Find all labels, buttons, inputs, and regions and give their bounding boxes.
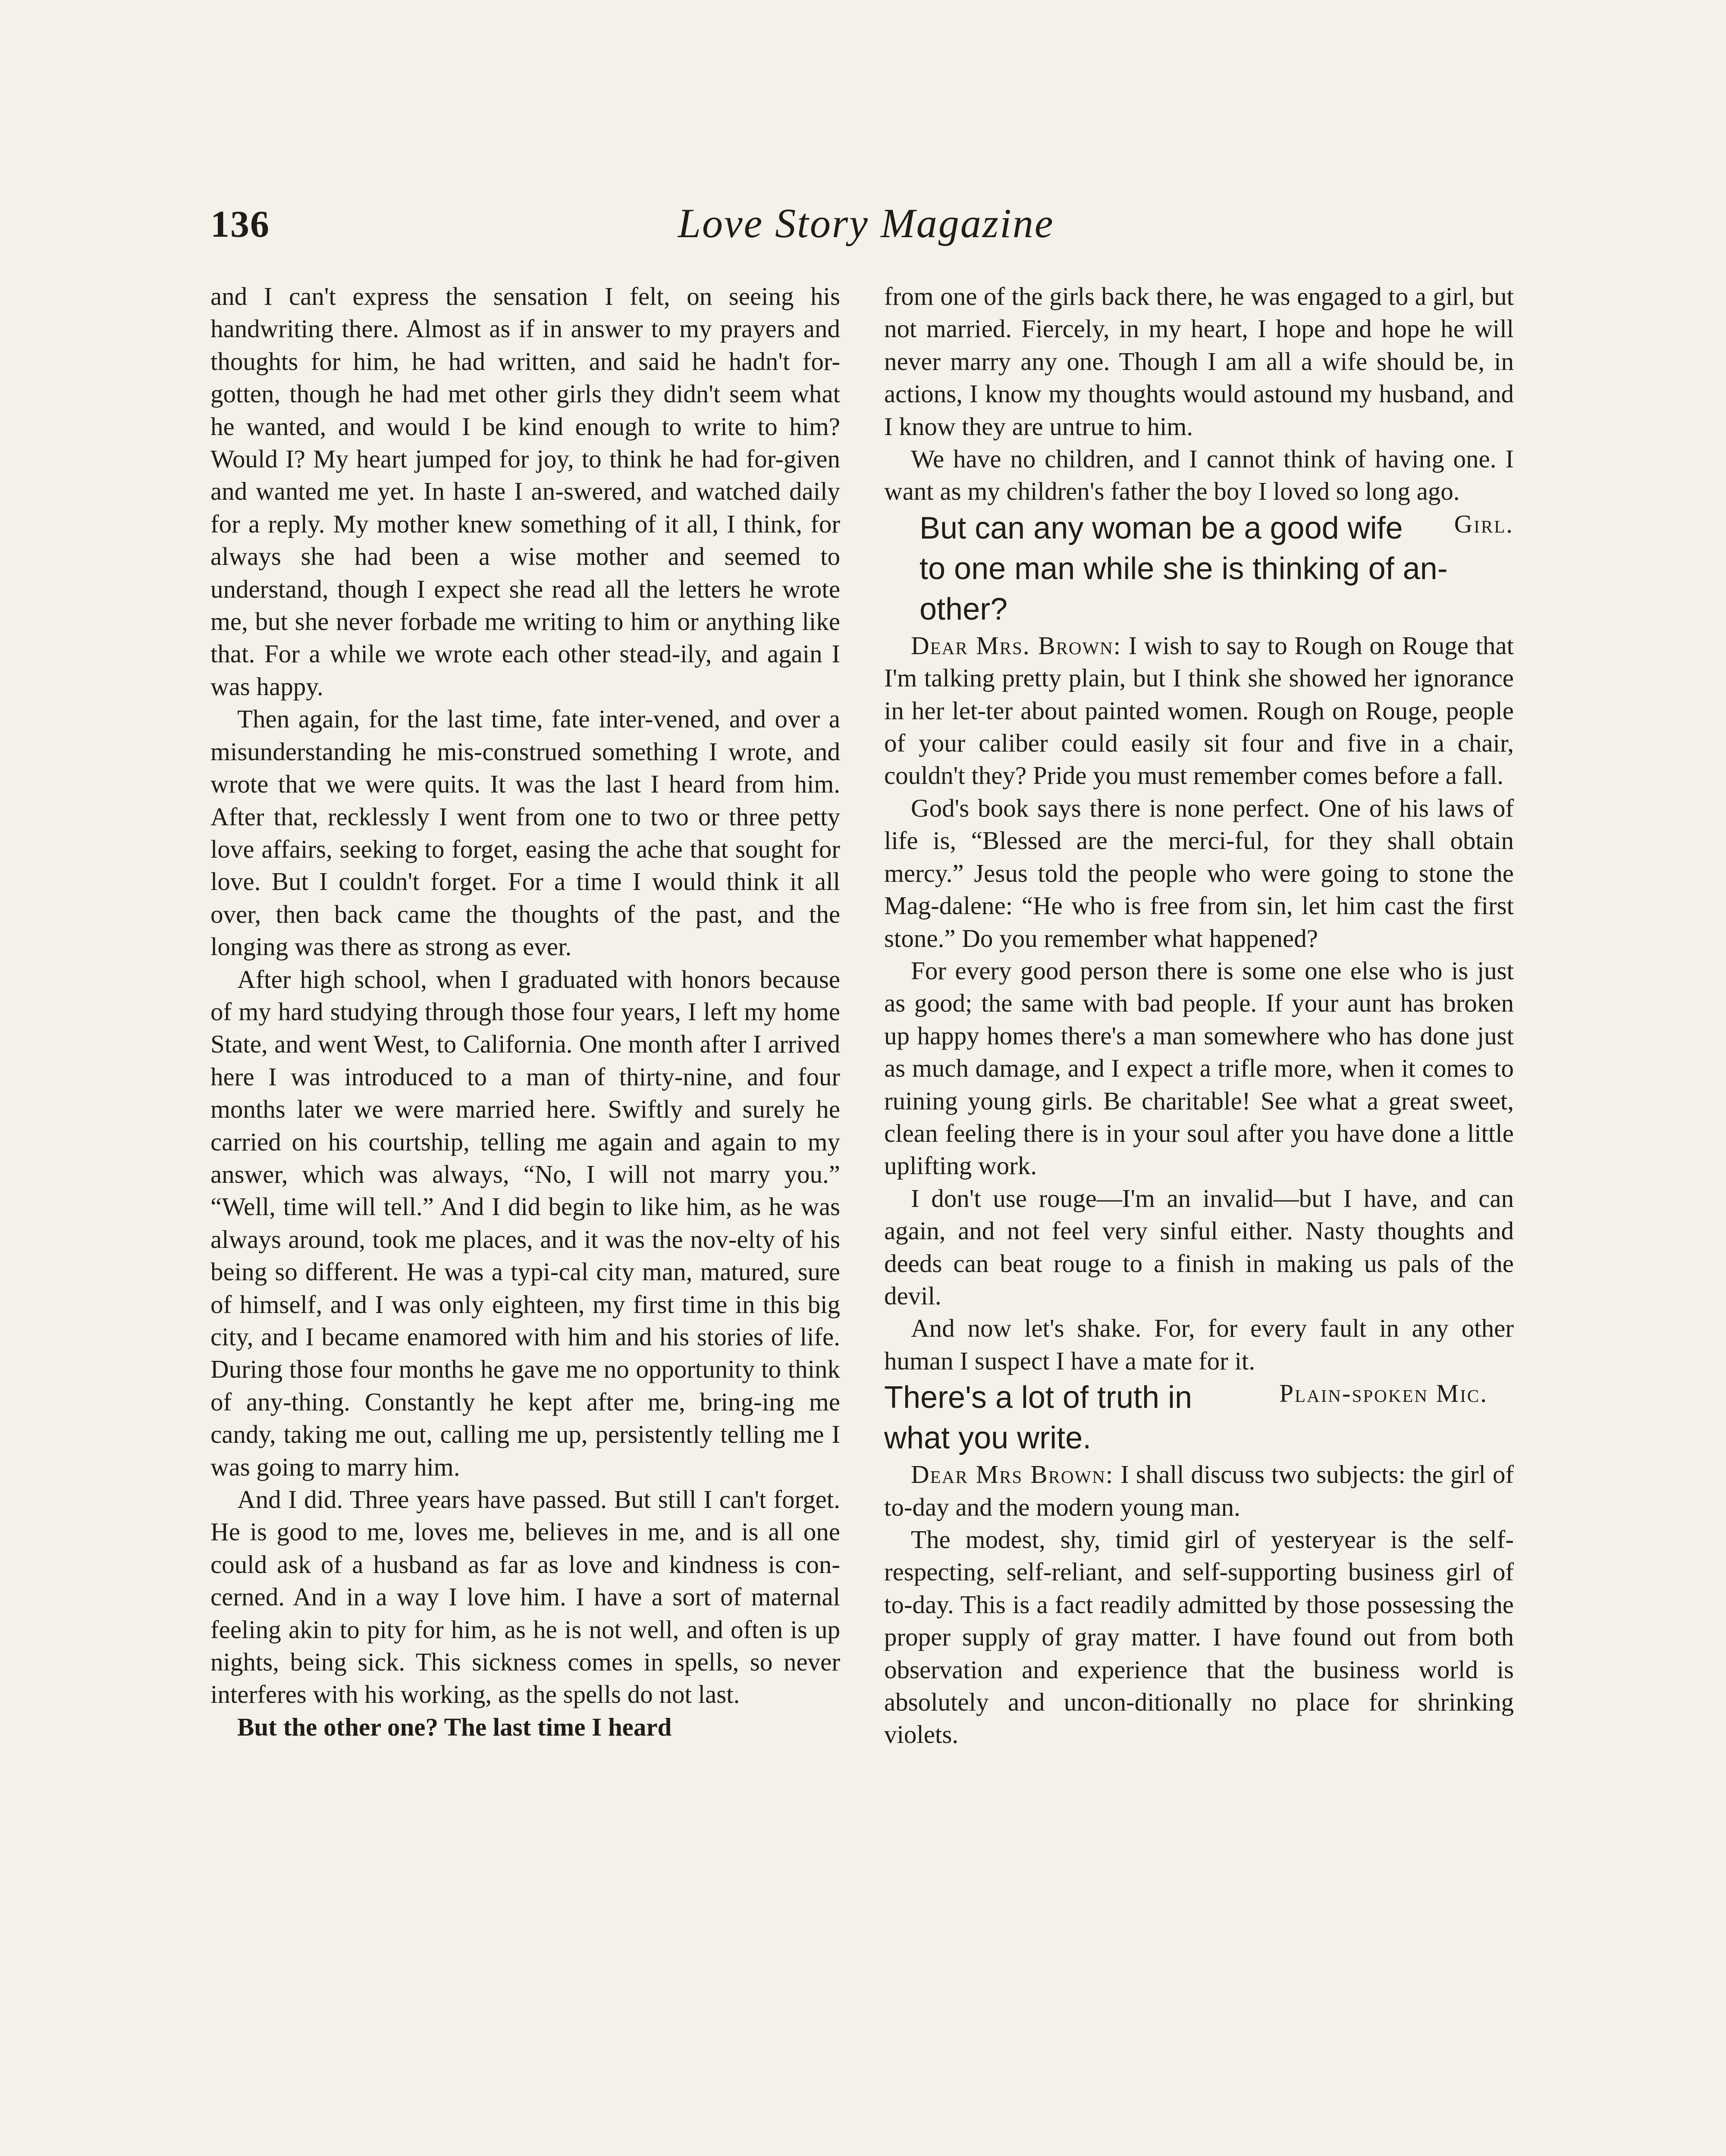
letter-opening [884,1458,1514,1523]
page-number: 136 [210,204,270,245]
letter-opening [884,630,1514,792]
letter-signature: Plain-spoken Mic. [1279,1379,1488,1408]
paragraph: I don't use rouge—I'm an invalid—but I have, and can again, and not feel very sinful either. Nasty thoughts and deeds can beat rouge to a finish in making us pals of the devil. [884,1184,1514,1310]
paragraph: But the other one? The last time I heard [237,1712,672,1741]
paragraph: For every good person there is some one else who is just as good; the same with bad people. If your aunt has broken up happy homes there's a man somewhere who has done just as much damage, and I expect a trifle more, when it comes to ruining young girls. Be charitable! See what a great sweet, clean feeling there is in your soul after you have done a little uplifting work. [884,956,1514,1180]
letter-salutation: Dear Mrs Brown: [911,1460,1114,1489]
letter-closing [884,1312,1514,1408]
letter-closing [884,443,1514,538]
paragraph-text: I shall discuss two subjects: the girl of to-day and the modern young man. [884,1460,1514,1521]
paragraph: After high school, when I graduated with honors because of my hard studying through those four years, I left my home State, and went West, to California. One month after I arrived here I was introduced to a man of thirty-nine, and four months later we were married here. Swiftly and surely he carried on his courtship, telling me again and again to my answer, which was always, “No, I will not marry you.” “Well, time will tell.” And I did begin to like him, as he was always around, took me places, and it was the nov-elty of his being so different. He was a typi-cal city man, matured, sure of himself, and I was only eighteen, my first time in this big city, and I became enamored with him and his stories of life. During those four months he gave me no opportunity to think of any-thing. Constantly he kept after me, bring-ing me candy, taking me out, calling me up, persistently telling me I was going to marry him. [210,965,840,1481]
paragraph: from one of the girls back there, he was engaged to a girl, but not married. Fiercely, in my heart, I hope and hope he will never marry any one. Though I am all a wife should be, in actions, I know my thoughts would astound my husband, and I know they are untrue to him. [884,282,1514,441]
paragraph-text: We have no children, and I cannot think of having one. I want as my children's father the boy I loved so long ago. [884,445,1514,506]
left-column [210,280,840,2156]
editor-reply: There's a lot of truth in what you write. [884,1380,1193,1456]
letter-salutation: Dear Mrs. Brown: [911,631,1122,660]
paragraph-text: And now let's shake. For, for every fault in any other human I suspect I have a mate for it. [884,1314,1514,1375]
magazine-title: Love Story Magazine [678,200,1054,246]
paragraph: God's book says there is none perfect. One of his laws of life is, “Blessed are the merci-ful, for they shall obtain mercy.” Jesus told the people who were going to stone the Mag-dalene: “He who is free from sin, let him cast the first stone.” Do you remember what happened? [884,793,1514,953]
paragraph-text: I wish to say to Rough on Rouge that I'm talking pretty plain, but I think she showed her ignorance in her let-ter about painted women. Rough on Rouge, people of your caliber could easily sit four and five in a chair, couldn't they? Pride you must remember comes before a fall. [884,631,1514,790]
editor-reply: But can any woman be a good wife to one man while she is thinking of an-other? [919,511,1448,627]
letter-signature: Girl. [1454,509,1514,538]
paragraph: and I can't express the sensation I felt, on seeing his handwriting there. Almost as if in answer to my prayers and thoughts for him, he had written, and said he hadn't for-gotten, though he had met other girls they didn't seem what he wanted, and would I be kind enough to write to him? Would I? My heart jumped for joy, to think he had for-given and wanted me yet. In haste I an-swered, and watched daily for a reply. My mother knew something of it all, I think, for always she had been a wise mother and seemed to understand, though I expect she read all the letters he wrote me, but she never forbade me writing to him or anything like that. For a while we wrote each other stead-ily, and again I was happy. [210,282,840,701]
paragraph: And I did. Three years have passed. But still I can't forget. He is good to me, loves me, believes in me, and is all one could ask of a husband as far as love and kindness is con-cerned. And in a way I love him. I have a sort of maternal feeling akin to pity for him, as he is not well, and often is up nights, being sick. This sickness comes in spells, so never interferes with his working, as the spells do not last. [210,1485,840,1709]
paragraph: The modest, shy, timid girl of yesteryear is the self-respecting, self-reliant, and self-supporting business girl of to-day. This is a fact readily admitted by those possessing the proper supply of gray matter. I have found out from both observation and experience that the business world is absolutely and uncon-ditionally no place for shrinking violets. [884,1525,1514,1749]
page-header [210,190,1522,276]
right-column [884,280,1514,2156]
paragraph: Then again, for the last time, fate inter-vened, and over a misunderstanding he mis-construed something I wrote, and wrote that we were quits. It was the last I heard from him. After that, recklessly I went from one to two or three petty love affairs, seeking to forget, easing the ache that sought for love. But I couldn't forget. For a time I would think it all over, then back came the thoughts of the past, and the longing was there as strong as ever. [210,705,840,961]
